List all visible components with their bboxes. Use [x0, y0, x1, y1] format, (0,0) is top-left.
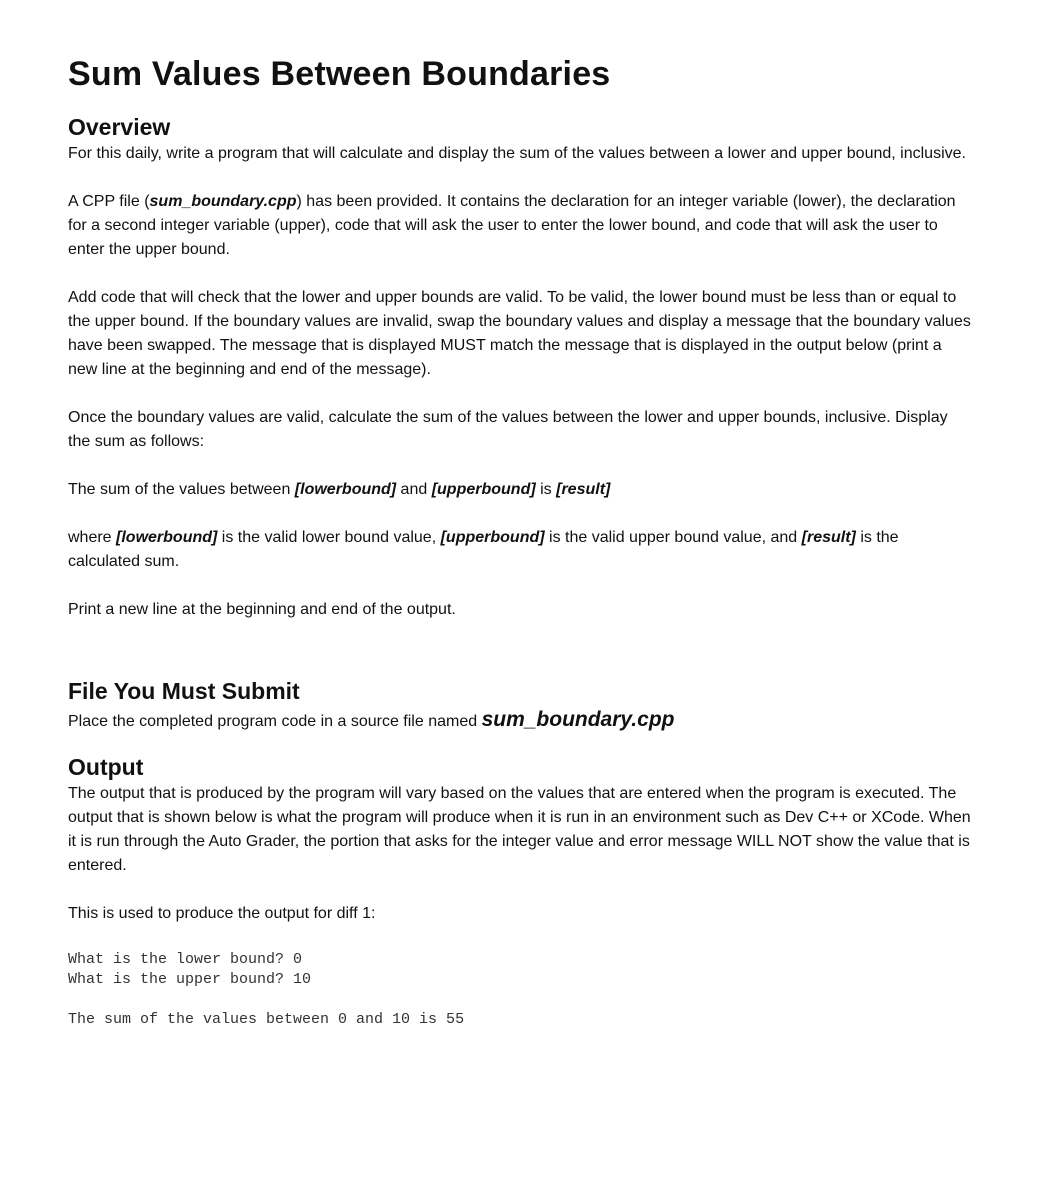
p6-text-b: is the valid lower bound value, — [217, 529, 441, 546]
p6-upperbound: [upperbound] — [440, 529, 545, 546]
p6-lowerbound: [lowerbound] — [116, 529, 218, 546]
p2-pre: A CPP file ( — [68, 193, 150, 210]
sum-format-line — [68, 478, 973, 502]
overview-paragraph-4: Once the boundary values are valid, calculate the sum of the values between the lower and upper bounds, inclusive. Display the sum as follows: — [68, 409, 948, 450]
overview-paragraph-1: For this daily, write a program that will calculate and display the sum of the values between a lower and upper bound, inclusive. — [68, 145, 966, 162]
overview-paragraph-3: Add code that will check that the lower and upper bounds are valid. To be valid, the lower bound must be less than or equal to the upper bound. If the boundary values are invalid, swap the boundary values and display a message that the boundary values have been swapped. The message that is displayed MUST match the message that is displayed in the output below (print a new line at the beginning and end of the message). — [68, 289, 971, 378]
p6-text-a: where — [68, 529, 117, 546]
format-lowerbound: [lowerbound] — [294, 481, 397, 498]
p2-post: ) has been provided. It contains the declaration for an integer variable (lower), the declaration for a second integer variable (upper), code that will ask the user to enter the lower bound, and code that will ask the user to enter the upper bound. — [68, 193, 956, 258]
output-heading: Output — [68, 754, 144, 780]
overview-paragraph-6 — [68, 526, 973, 574]
p2-file-name: sum_boundary.cpp — [149, 193, 297, 210]
format-text-b: and — [396, 481, 432, 498]
sample-output-block — [68, 950, 973, 1030]
sample-output-line-1: What is the lower bound? 0 — [68, 951, 303, 968]
format-result: [result] — [556, 481, 611, 498]
p6-text-c: is the valid upper bound value, and — [544, 529, 802, 546]
sample-output-line-2: What is the upper bound? 10 — [68, 971, 312, 988]
page-title: Sum Values Between Boundaries — [68, 55, 611, 93]
overview-paragraph-7: Print a new line at the beginning and end of the output. — [68, 601, 456, 618]
submit-text: Place the completed program code in a source file named — [68, 713, 482, 730]
output-paragraph-1: The output that is produced by the program will vary based on the values that are entered when the program is executed. The output that is shown below is what the program will produce when it is run in an environment such as Dev C++ or XCode. When it is run through the Auto Grader, the portion that asks for the integer value and error message WILL NOT show the value that is entered. — [68, 785, 971, 874]
sample-output-line-3: The sum of the values between 0 and 10 is 55 — [68, 1011, 465, 1028]
submit-paragraph — [68, 708, 973, 734]
overview-paragraph-2 — [68, 190, 973, 262]
p6-text-d: is the calculated sum. — [68, 529, 899, 570]
format-text-a: The sum of the values between — [68, 481, 295, 498]
p6-result: [result] — [801, 529, 856, 546]
overview-heading: Overview — [68, 114, 171, 140]
output-paragraph-2: This is used to produce the output for diff 1: — [68, 905, 376, 922]
format-text-c: is — [535, 481, 557, 498]
submit-heading: File You Must Submit — [68, 678, 300, 704]
format-upperbound: [upperbound] — [431, 481, 536, 498]
submit-file-name: sum_boundary.cpp — [481, 708, 675, 731]
